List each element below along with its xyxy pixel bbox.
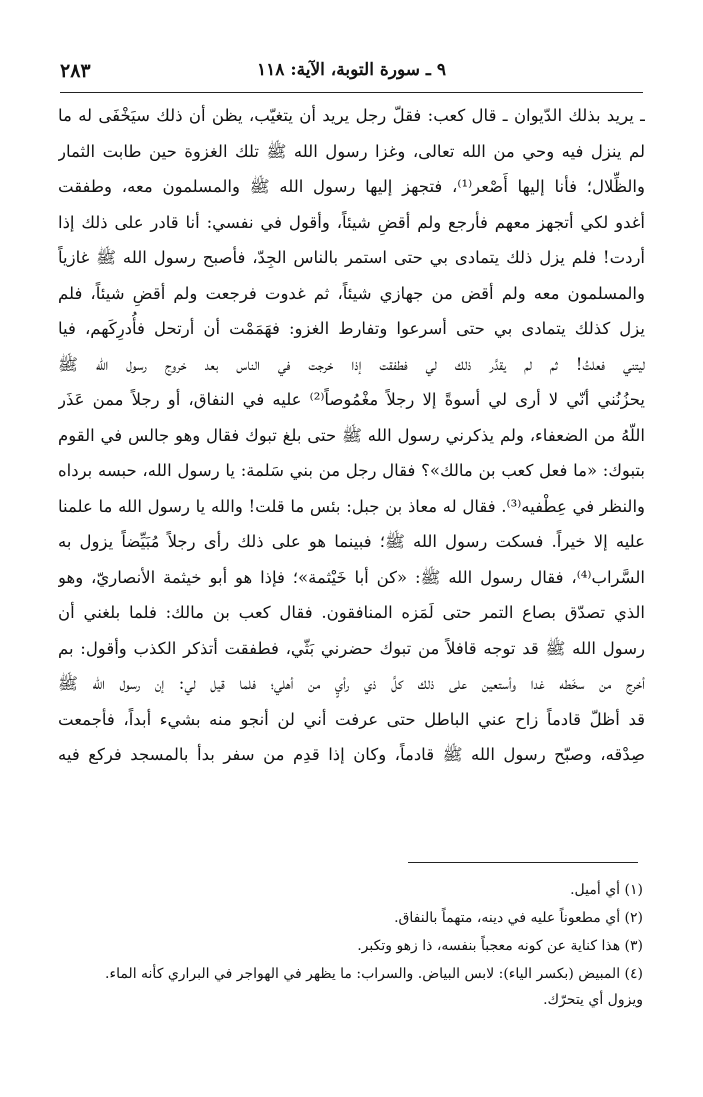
chapter-verse-title: ٩ ـ سورة التوبة، الآية: ١١٨	[257, 60, 446, 80]
text-line: والظِّلال؛ فأنا إليها أَصْعر⁽¹⁾، فتجهز إليها رسول الله ﷺ والمسلمون معه، وطفقت	[58, 177, 645, 196]
footnote-divider	[408, 862, 638, 863]
running-header	[60, 56, 643, 92]
footnotes	[58, 876, 643, 1012]
text-line: عليه إلا خيراً. فسكت رسول الله ﷺ؛ فبينما هو على ذلك رأى رجلاً مُبَيِّضاً يزول به	[58, 532, 645, 551]
body-text	[58, 98, 645, 773]
text-line: صِدْقه، وصبّح رسول الله ﷺ قادماً، وكان إذا قدِم من سفر بدأ بالمسجد فركع فيه	[58, 745, 645, 764]
text-line: والمسلمون معه ولم أقض من جهازي شيئاً، ثم غدوت فرجعت ولم أقضِ شيئاً، فلم	[58, 283, 645, 303]
text-line: اللّهُ من الضعفاء، ولم يذكرني رسول الله ﷺ حتى بلغ تبوك فقال وهو جالس في القوم	[58, 425, 645, 445]
text-line: أردت! فلم يزل ذلك يتمادى بي حتى استمر بالناس الجِدّ، فأصبح رسول الله ﷺ غازياً	[58, 248, 645, 267]
text-line: يزل كذلك يتمادى بي حتى أسرعوا وتفارط الغزو: فهَمَمْت أن أرتحل فأُدرِكَهم، فيا	[58, 319, 645, 338]
footnote-2: (٢) أي مطعوناً عليه في دينه، متهماً بالنفاق.	[394, 910, 643, 926]
text-line: السَّراب⁽⁴⁾، فقال رسول الله ﷺ: «كن أبا خَيْثمة»؛ فإذا هو أبو خيثمة الأنصاريّ، وهو	[58, 567, 645, 587]
header-divider	[60, 92, 643, 93]
text-line: أغدو لكي أتجهز معهم فأرجع ولم أقضِ شيئاً، وأقول في نفسي: أنا قادر على ذلك إذا	[58, 212, 645, 232]
text-line: بتبوك: «ما فعل كعب بن مالك»؟ فقال رجل من بني سَلمة: يا رسول الله، حبسه برداه	[58, 461, 645, 480]
text-line: أخرج من سخَطه غدا وأستعين على ذلك كلَّ ذي رأيٍ من أهلي؛ فلما قيل لي: إن رسول الله ﷺ	[58, 674, 645, 693]
footnote-4-continuation: ويزول أي يتحرّك.	[543, 992, 643, 1008]
text-line: ليتني فعلتُ! ثم لم يقدَّر ذلك لي فطفقت إذا خرجت في الناس بعد خروج رسول الله ﷺ	[58, 354, 645, 374]
footnote-3: (٣) هذا كناية عن كونه معجباً بنفسه، ذا زهو وتكبر.	[357, 938, 643, 954]
page-number: ٢٨٣	[60, 60, 91, 82]
text-line: يحزُنُني أنّي لا أرى لي أسوةً إلا رجلاً مغْمُوصاً⁽²⁾ عليه في النفاق، أو رجلاً ممن عَذَر	[58, 390, 645, 409]
footnote-4: (٤) المبيض (بكسر الياء): لابس البياض. والسراب: ما يظهر في الهواجر في البراري كأنه الماء.	[105, 966, 643, 982]
text-line: ـ يريد بذلك الدّيوان ـ قال كعب: فقلّ رجل يريد أن يتغيّب، يظن أن ذلك سيَخْفَى له ما	[58, 106, 645, 125]
footnote-1: (١) أي أميل.	[570, 882, 643, 898]
text-line: والنظر في عِطْفيه⁽³⁾. فقال له معاذ بن جبل: بئس ما قلت! والله يا رسول الله ما علمنا	[58, 496, 645, 516]
text-line: رسول الله ﷺ قد توجه قافلاً من تبوك حضرني بَثّي، فطفقت أتذكر الكذب وأقول: بم	[58, 638, 645, 658]
text-line: الذي تصدّق بصاع التمر حتى لَمَزه المنافقون. فقال كعب بن مالك: فلما بلغني أن	[58, 603, 645, 622]
text-line: لم ينزل فيه وحي من الله تعالى، وغزا رسول الله ﷺ تلك الغزوة حين طابت الثمار	[58, 141, 645, 161]
text-line: قد أظلّ قادماً زاح عني الباطل حتى عرفت أني لن أنجو منه بشيء أبداً، فأجمعت	[58, 709, 645, 729]
